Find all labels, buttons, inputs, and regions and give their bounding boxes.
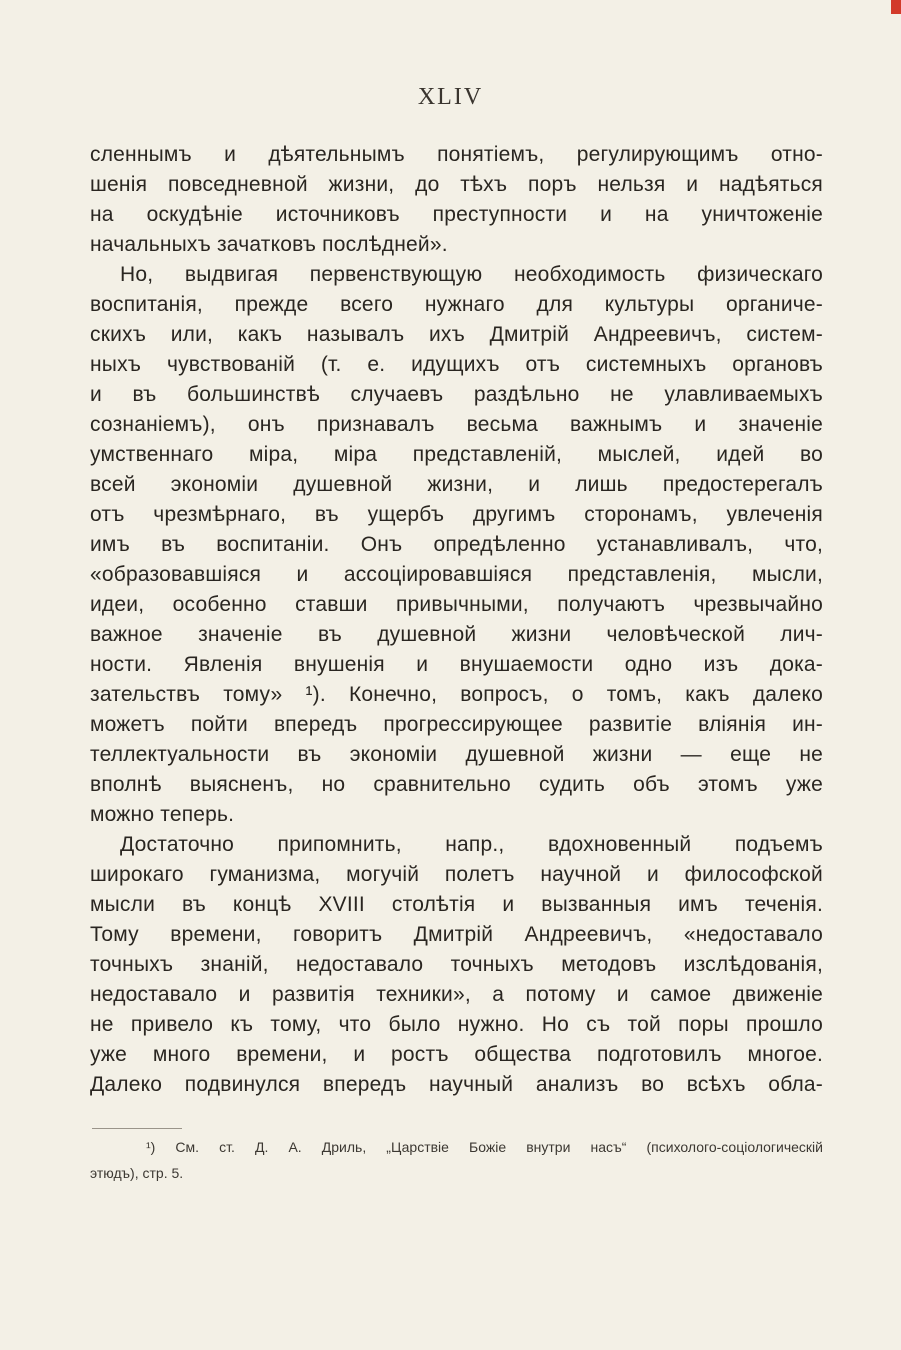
text-line: ности. Явленія внушенія и внушаемости одно изъ дока- — [90, 653, 823, 676]
footnote-divider — [92, 1128, 182, 1129]
text-line: ныхъ чувствованій (т. е. идущихъ отъ системныхъ органовъ — [90, 353, 823, 376]
text-line: можетъ пойти впередъ прогрессирующее развитіе вліянія ин- — [90, 713, 823, 736]
text-line: уже много времени, и ростъ общества подготовилъ многое. — [90, 1043, 823, 1066]
paragraph-2 — [90, 260, 823, 830]
text-line: отъ чрезмѣрнаго, въ ущербъ другимъ сторонамъ, увлеченія — [90, 503, 823, 526]
paragraph-1 — [90, 140, 823, 260]
text-line: зательствъ тому» ¹). Конечно, вопросъ, о томъ, какъ далеко — [90, 683, 823, 706]
footnote-line: ¹) См. ст. Д. А. Дриль, „Царствіе Божіе внутри насъ“ (психолого-соціологическій — [146, 1139, 823, 1155]
text-line: скихъ или, какъ называлъ ихъ Дмитрій Андреевичъ, систем- — [90, 323, 823, 346]
text-line: широкаго гуманизма, могучій полетъ научной и философской — [90, 863, 823, 886]
text-line: сознаніемъ), онъ признавалъ весьма важнымъ и значеніе — [90, 413, 823, 436]
footnote — [90, 1134, 823, 1186]
text-line: недоставало и развитія техники», а потому и самое движеніе — [90, 983, 823, 1006]
text-line: точныхъ знаній, недоставало точныхъ методовъ изслѣдованія, — [90, 953, 823, 976]
text-line: умственнаго міра, міра представленій, мыслей, идей во — [90, 443, 823, 466]
text-line: шенія повседневной жизни, до тѣхъ поръ нельзя и надѣяться — [90, 173, 823, 196]
text-line: можно теперь. — [90, 803, 235, 826]
text-line: сленнымъ и дѣятельнымъ понятіемъ, регулирующимъ отно- — [90, 143, 823, 166]
body-text — [90, 140, 823, 1100]
text-line: идеи, особенно ставши привычными, получаютъ чрезвычайно — [90, 593, 823, 616]
text-line: Далеко подвинулся впередъ научный анализъ во всѣхъ обла- — [90, 1073, 823, 1096]
text-line: не привело къ тому, что было нужно. Но съ той поры прошло — [90, 1013, 823, 1036]
text-line: важное значеніе въ душевной жизни человѣческой лич- — [90, 623, 823, 646]
text-line: воспитанія, прежде всего нужнаго для культуры органиче- — [90, 293, 823, 316]
corner-color-mark — [891, 0, 901, 14]
text-line: начальныхъ зачатковъ послѣдней». — [90, 233, 448, 256]
footnote-line: этюдъ), стр. 5. — [90, 1165, 184, 1181]
text-line: Но, выдвигая первенствующую необходимость физическаго — [120, 263, 823, 286]
text-line: имъ въ воспитаніи. Онъ опредѣленно устанавливалъ, что, — [90, 533, 823, 556]
text-line: вполнѣ выясненъ, но сравнительно судить объ этомъ уже — [90, 773, 823, 796]
text-line: «образовавшіяся и ассоціировавшіяся представленія, мысли, — [90, 563, 823, 586]
text-line: на оскудѣніе источниковъ преступности и на уничтоженіе — [90, 203, 823, 226]
paragraph-3 — [90, 830, 823, 1100]
text-line: Достаточно припомнить, напр., вдохновенный подъемъ — [120, 833, 823, 856]
text-line: всей экономіи душевной жизни, и лишь предостерегалъ — [90, 473, 823, 496]
text-line: Тому времени, говоритъ Дмитрій Андреевичъ, «недоставало — [90, 923, 823, 946]
page-number-header: XLIV — [417, 84, 484, 110]
text-line: мысли въ концѣ XVIII столѣтія и вызванныя имъ теченія. — [90, 893, 823, 916]
text-line: и въ большинствѣ случаевъ раздѣльно не улавливаемыхъ — [90, 383, 823, 406]
text-line: теллектуальности въ экономіи душевной жизни — еще не — [90, 743, 823, 766]
